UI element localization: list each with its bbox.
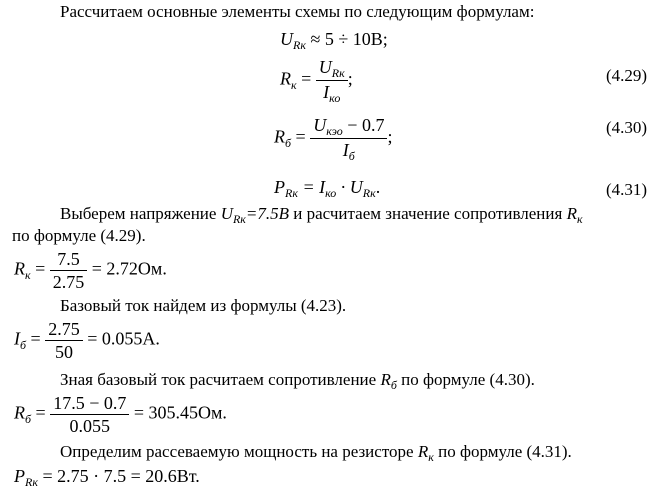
calc-ib: $I_б$ = $\frac{2.75}{50}$ = 0.055A. bbox=[14, 319, 160, 362]
paragraph-power: Определим рассеваемую мощность на резисторе $R_к$ по формуле (4.31). bbox=[60, 442, 572, 464]
fraction bbox=[50, 392, 129, 437]
formula-symbol: U bbox=[280, 29, 293, 49]
numerator: 7.5 bbox=[50, 248, 88, 271]
calc-rb: $R_б$ = $\frac{17.5 - 0.7}{0.055}$ = 305.45Ом. bbox=[14, 393, 227, 436]
formula-tail: ; bbox=[387, 126, 393, 147]
formula-subscript: к bbox=[291, 77, 297, 92]
formula-tail: ; bbox=[347, 68, 353, 89]
denominator: 50 bbox=[54, 342, 73, 362]
calc-result: = 0.055A. bbox=[87, 328, 160, 349]
formula-subscript: Rк bbox=[293, 38, 306, 52]
denominator: $I_б$ bbox=[342, 140, 355, 163]
calc-result: = 2.72Ом. bbox=[91, 258, 167, 279]
paragraph-line2: по формуле (4.29). bbox=[12, 226, 146, 245]
formula-rhs: ≈ 5 ÷ 10B; bbox=[310, 29, 388, 49]
equation-number: (4.30) bbox=[606, 118, 648, 137]
formula-4-29 bbox=[280, 56, 353, 105]
equals-sign: = bbox=[301, 68, 316, 89]
numerator: $U_{кэо} - 0.7$ bbox=[310, 114, 387, 139]
fraction bbox=[316, 56, 348, 105]
denominator: 2.75 bbox=[52, 272, 85, 292]
formula-symbol: R bbox=[280, 68, 291, 89]
calc-result: = 305.45Ом. bbox=[133, 402, 227, 423]
equation-number: (4.29) bbox=[606, 66, 648, 85]
calc-rk: $R_к$ = $\frac{7.5}{2.75}$ = 2.72Ом. bbox=[14, 249, 167, 292]
paragraph-resistance-rb: Зная базовый ток расчитаем сопротивление $R_б$ по формуле (4.30). bbox=[60, 370, 535, 392]
calc-prk: $P_{Rк} = 2.75 \cdot 7.5 = 20.6Вт$. bbox=[14, 466, 200, 489]
fraction bbox=[310, 114, 387, 163]
numerator: 17.5 − 0.7 bbox=[50, 392, 129, 415]
equation-number: (4.31) bbox=[606, 180, 648, 199]
formula-subscript: б bbox=[285, 135, 292, 150]
equals-sign: = bbox=[295, 126, 311, 147]
formula-4-31 bbox=[274, 176, 380, 200]
numerator: 2.75 bbox=[45, 318, 83, 341]
denominator: $I_{ко}$ bbox=[323, 82, 341, 105]
paragraph-choose-voltage: Выберем напряжение $U_{Rк}=7.5B$ и расчитаем значение сопротивления $R_к$ bbox=[60, 204, 583, 226]
calc-result: = 2.75 · 7.5 = 20.6Вт. bbox=[42, 466, 200, 486]
paragraph-base-current: Базовый ток найдем из формулы (4.23). bbox=[60, 296, 347, 315]
formula-symbol: R bbox=[274, 126, 285, 147]
formula-rhs: = $I_{ко} \cdot U_{Rк}$. bbox=[302, 177, 381, 200]
fraction bbox=[50, 248, 88, 293]
formula-symbol: P bbox=[274, 177, 285, 197]
formula-urk bbox=[280, 28, 388, 52]
formula-4-30 bbox=[274, 114, 392, 163]
intro-text: Рассчитаем основные элементы схемы по следующим формулам: bbox=[60, 2, 535, 21]
fraction bbox=[45, 318, 83, 363]
formula-subscript: Rк bbox=[285, 186, 298, 200]
denominator: 0.055 bbox=[69, 416, 111, 436]
numerator: $U_{Rк}$ bbox=[316, 56, 348, 81]
